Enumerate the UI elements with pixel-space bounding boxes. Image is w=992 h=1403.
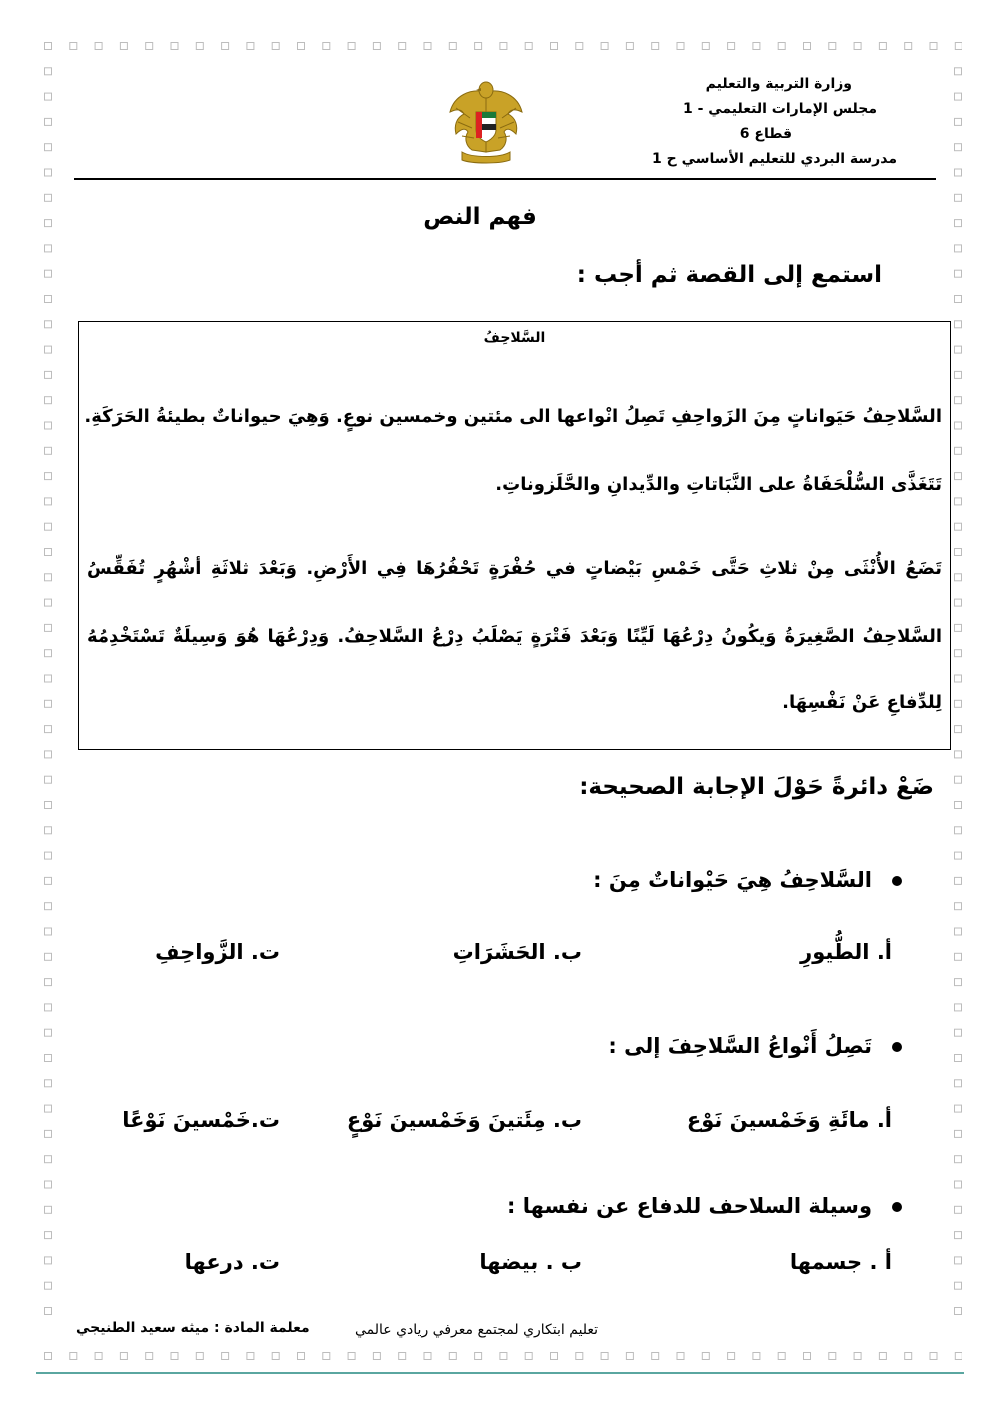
bullet-icon xyxy=(892,1202,902,1212)
listening-instruction: استمع إلى القصة ثم أجب : xyxy=(576,262,882,288)
question-1-options xyxy=(110,940,892,974)
story-line: تَتَغَذَّى السُّلْحَفَاةُ على النَّبَاتاتِ والدِّيدانِ والحَّلَزوناتِ. xyxy=(495,474,942,495)
option-a[interactable]: أ. مائَةِ وَخَمْسينَ نَوْع xyxy=(686,1108,892,1132)
option-b[interactable]: ب . بيضها xyxy=(479,1250,582,1274)
option-b[interactable]: ب. الحَشَرَاتِ xyxy=(452,940,582,964)
question-1 xyxy=(593,868,902,892)
question-3 xyxy=(507,1194,902,1218)
question-text: تَصِلُ أَنْواعُ السَّلاحِفَ إلى : xyxy=(608,1034,872,1058)
question-2-options xyxy=(110,1108,892,1142)
sector-name: قطاع 6 xyxy=(739,126,792,142)
story-line: تَضَعُ الأُنْثَى مِنْ ثلاثِ حَتَّى خَمْسِ بَيْضاتٍ في حُفْرَةٍ تَحْفُرُهَا فِي الأَرْضِ. وَبَعْدَ ثلاثَةِ أشْهُرٍ تُفَقِّسُ xyxy=(87,558,942,579)
story-line: لِلدِّفاعِ عَنْ نَفْسِهَا. xyxy=(782,692,942,713)
bullet-icon xyxy=(892,1042,902,1052)
option-c[interactable]: ت. الزَّواحِفِ xyxy=(155,940,280,964)
bullet-icon xyxy=(892,876,902,886)
question-text: وسيلة السلاحف للدفاع عن نفسها : xyxy=(506,1194,872,1218)
option-c[interactable]: ت. درعها xyxy=(184,1250,280,1274)
option-b[interactable]: ب. مِئَتينَ وَخَمْسينَ نَوْعٍ xyxy=(346,1108,582,1132)
header-divider xyxy=(74,178,936,180)
option-a[interactable]: أ . جسمها xyxy=(789,1250,892,1274)
section-title: فهم النص xyxy=(423,204,537,230)
story-box xyxy=(78,321,951,750)
ministry-name: وزارة التربية والتعليم xyxy=(705,76,852,92)
school-name: مدرسة البردي للتعليم الأساسي ح 1 xyxy=(652,151,897,167)
bottom-divider xyxy=(36,1372,964,1374)
footer-slogan: تعليم ابتكاري لمجتمع معرفي ريادي عالمي xyxy=(355,1322,599,1338)
story-line: السَّلاحِفُ الصَّغِيرَةُ وَيكُونُ دِرْعُهَا لَيِّنًا وَبَعْدَ فَتْرَةٍ يَصْلَبُ دِرْعُ السَّلاحِفُ. وَدِرْعُهَا هُوَ وَسِيلَةٌ تَسْتَخْدِمُهُ xyxy=(87,626,942,647)
council-name: مجلس الإمارات التعليمي - 1 xyxy=(682,101,877,117)
question-3-options xyxy=(110,1250,892,1284)
question-2 xyxy=(608,1034,902,1058)
questions-instruction: ضَعْ دائرةً حَوْلَ الإجابة الصحيحة: xyxy=(579,774,934,800)
school-header xyxy=(567,72,897,172)
option-a[interactable]: أ. الطُّيورِ xyxy=(800,940,892,964)
question-text: السَّلاحِفُ هِيَ حَيْواناتٌ مِنَ : xyxy=(593,868,872,892)
teacher-name: معلمة المادة : ميثه سعيد الطنيجي xyxy=(76,1320,310,1336)
uae-emblem-icon xyxy=(448,78,524,164)
story-title: السَّلاحِفُ xyxy=(483,330,546,346)
option-c[interactable]: ت.خَمْسينَ نَوْعًا xyxy=(122,1108,280,1132)
story-line: السَّلاحِفُ حَيَواناتٍ مِنَ الزَواحِفِ تَصِلُ انْواعها الى مئتين وخمسين نوعٍ. وَهِيَ حيواناتٌ بطيئةُ الحَرَكَةِ. xyxy=(84,406,942,427)
